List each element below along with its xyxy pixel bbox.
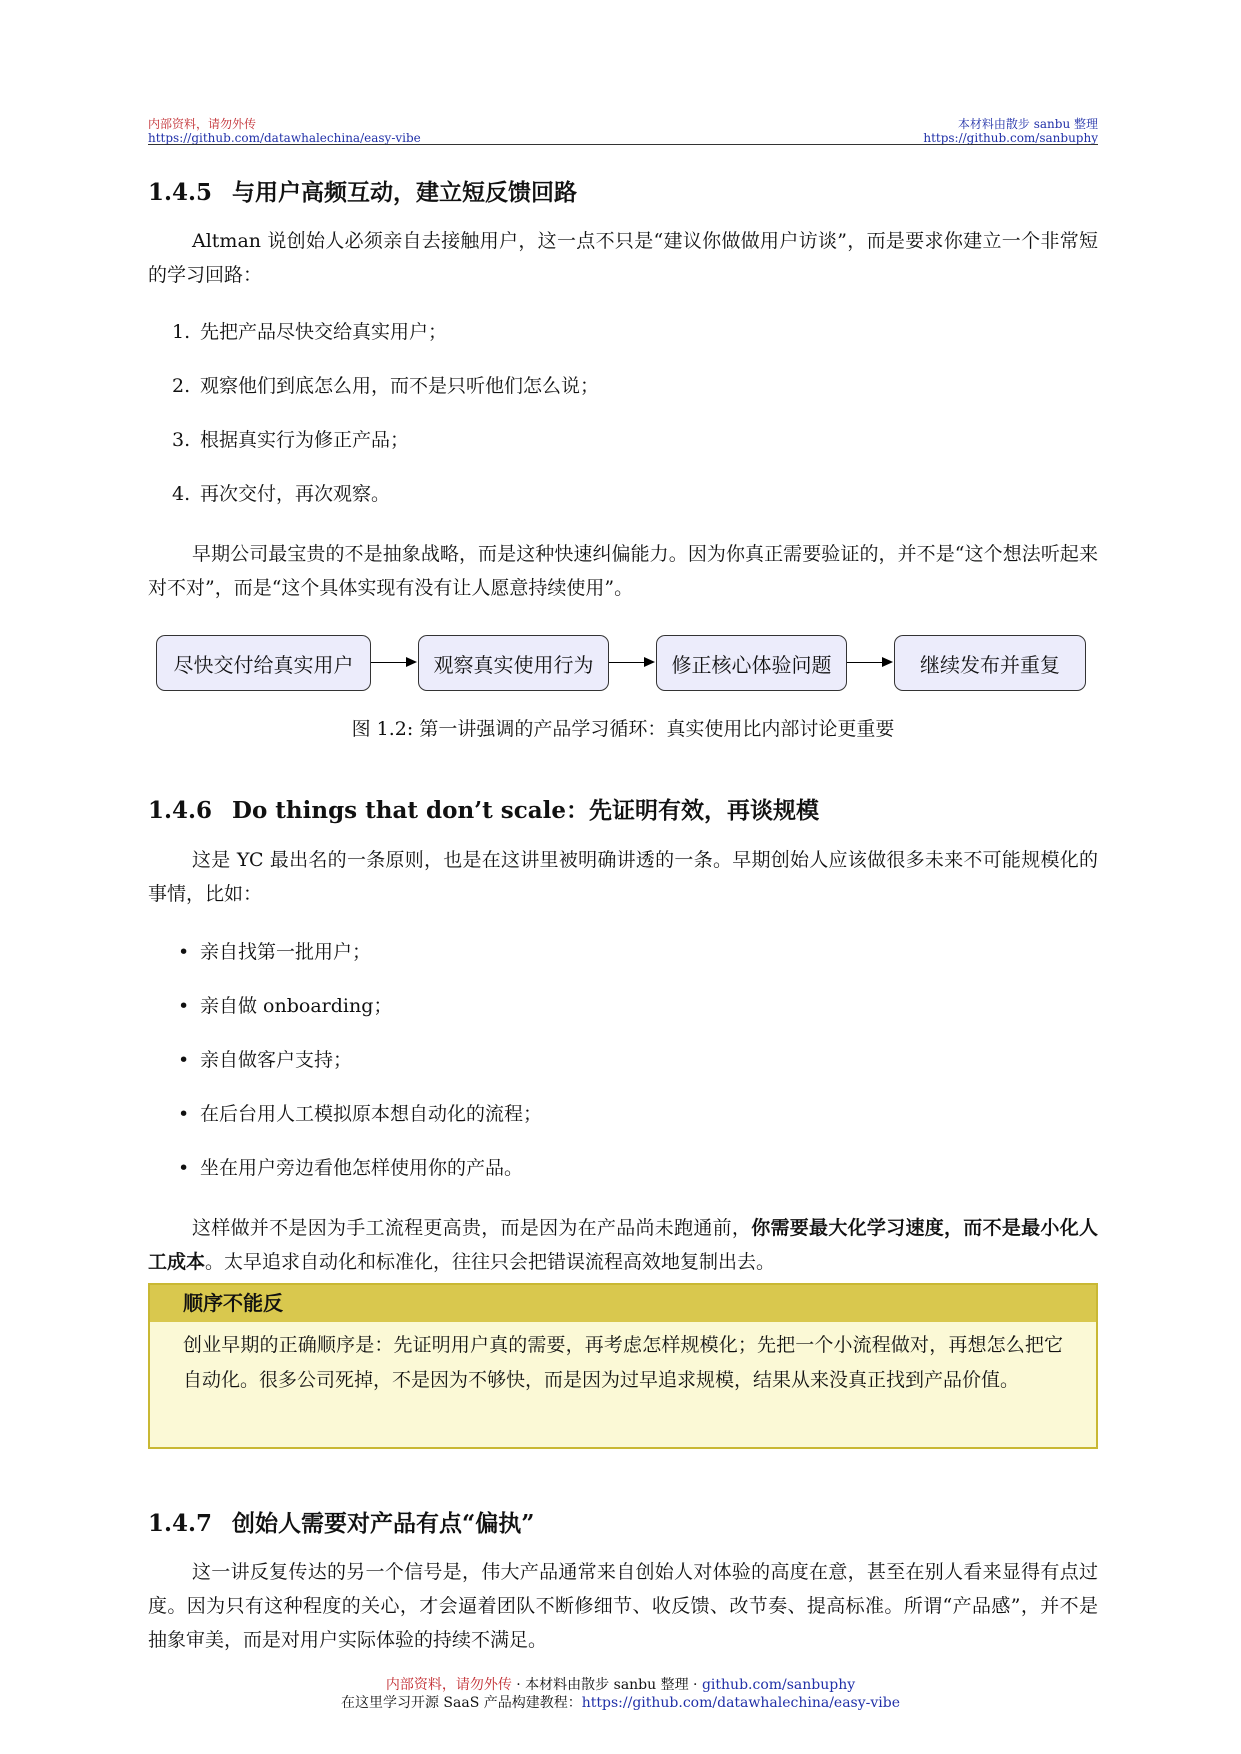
footer-repo-link[interactable]: https://github.com/datawhalechina/easy-vibe bbox=[581, 1695, 900, 1711]
paragraph: Altman 说创始人必须亲自去接触用户，这一点不只是“建议你做做用户访谈”，而是要求你建立一个非常短的学习回路： bbox=[148, 230, 1098, 286]
callout-body: 创业早期的正确顺序是：先证明用户真的需要，再考虑怎样规模化；先把一个小流程做对，再想怎么把它自动化。很多公司死掉，不是因为不够快，而是因为过早追求规模，结果从来没真正找到产品价值。 bbox=[183, 1334, 1063, 1391]
flow-node-fix: 修正核心体验问题 bbox=[656, 635, 847, 691]
header-left bbox=[148, 117, 421, 145]
list-item: 4. 再次交付，再次观察。 bbox=[172, 483, 391, 505]
header-notice: 内部资料，请勿外传 bbox=[148, 117, 257, 131]
header-right bbox=[923, 117, 1098, 145]
list-item: 2. 观察他们到底怎么用，而不是只听他们怎么说； bbox=[172, 375, 600, 397]
section-title: 与用户高频互动，建立短反馈回路 bbox=[232, 179, 577, 206]
paragraph: 早期公司最宝贵的不是抽象战略，而是这种快速纠偏能力。因为你真正需要验证的，并不是“这个想法听起来对不对”，而是“这个具体实现有没有让人愿意持续使用”。 bbox=[148, 543, 1098, 599]
flow-node-deliver: 尽快交付给真实用户 bbox=[156, 635, 371, 691]
emphasis: 你需要最大化学习速度，而不是最小化人工成本 bbox=[148, 1217, 1098, 1273]
list-item: • 亲自找第一批用户； bbox=[178, 941, 372, 963]
footer-notice: 内部资料，请勿外传 bbox=[385, 1677, 512, 1693]
flow-arrow bbox=[847, 662, 891, 663]
learning-loop-diagram bbox=[156, 635, 1091, 691]
flow-arrow bbox=[371, 662, 415, 663]
steps-list bbox=[148, 319, 1098, 535]
section-1-4-5-conclusion bbox=[148, 537, 1098, 605]
header-rule bbox=[148, 144, 1098, 145]
section-1-4-6-intro bbox=[148, 843, 1098, 911]
paragraph: 这样做并不是因为手工流程更高贵，而是因为在产品尚未跑通前，你需要最大化学习速度，而不是最小化人工成本。太早追求自动化和标准化，往往只会把错误流程高效地复制出去。 bbox=[148, 1217, 1098, 1273]
section-1-4-5-intro bbox=[148, 224, 1098, 292]
flow-arrow bbox=[609, 662, 653, 663]
footer-author-link[interactable]: github.com/sanbuphy bbox=[701, 1677, 856, 1693]
list-item: 3. 根据真实行为修正产品； bbox=[172, 429, 410, 451]
header-credit: 本材料由散步 sanbu 整理 bbox=[957, 117, 1098, 131]
list-item: 1. 先把产品尽快交给真实用户； bbox=[172, 321, 448, 343]
section-title: Do things that don’t scale：先证明有效，再谈规模 bbox=[232, 797, 820, 824]
flow-node-observe: 观察真实使用行为 bbox=[418, 635, 609, 691]
unscalable-actions-list bbox=[148, 939, 1098, 1209]
paragraph: 这是 YC 最出名的一条原则，也是在这讲里被明确讲透的一条。早期创始人应该做很多未来不可能规模化的事情，比如： bbox=[148, 849, 1098, 905]
section-title: 创始人需要对产品有点“偏执” bbox=[232, 1510, 535, 1537]
section-number: 1.4.5 bbox=[148, 179, 213, 206]
section-1-4-5-heading bbox=[148, 178, 1098, 208]
list-item: • 在后台用人工模拟原本想自动化的流程； bbox=[178, 1103, 543, 1125]
figure-caption: 图 1.2: 第一讲强调的产品学习循环：真实使用比内部讨论更重要 bbox=[351, 718, 895, 740]
header-repo-link[interactable]: https://github.com/datawhalechina/easy-vibe bbox=[148, 131, 421, 145]
section-1-4-7-body bbox=[148, 1555, 1098, 1657]
list-item: • 亲自做客户支持； bbox=[178, 1049, 353, 1071]
section-1-4-6-paragraph bbox=[148, 1211, 1098, 1279]
flow-node-repeat: 继续发布并重复 bbox=[894, 635, 1086, 691]
section-number: 1.4.6 bbox=[148, 797, 213, 824]
header-author-link[interactable]: https://github.com/sanbuphy bbox=[923, 131, 1098, 145]
footer-line-1: 内部资料，请勿外传 · 本材料由散步 sanbu 整理 · github.com/sanbuphy bbox=[385, 1677, 856, 1693]
callout-box bbox=[148, 1283, 1098, 1449]
footer-line-2: 在这里学习开源 SaaS 产品构建教程：https://github.com/datawhalechina/easy-vibe bbox=[340, 1695, 900, 1711]
section-1-4-7-heading bbox=[148, 1509, 1098, 1539]
section-1-4-6-heading bbox=[148, 796, 1098, 826]
list-item: • 坐在用户旁边看他怎样使用你的产品。 bbox=[178, 1157, 524, 1179]
section-number: 1.4.7 bbox=[148, 1510, 213, 1537]
paragraph: 这一讲反复传达的另一个信号是，伟大产品通常来自创始人对体验的高度在意，甚至在别人看来显得有点过度。因为只有这种程度的关心，才会逼着团队不断修细节、收反馈、改节奏、提高标准。所谓“产品感”，并不是抽象审美，而是对用户实际体验的持续不满足。 bbox=[148, 1561, 1098, 1651]
callout-title: 顺序不能反 bbox=[150, 1285, 1096, 1322]
list-item: • 亲自做 onboarding； bbox=[178, 995, 393, 1017]
